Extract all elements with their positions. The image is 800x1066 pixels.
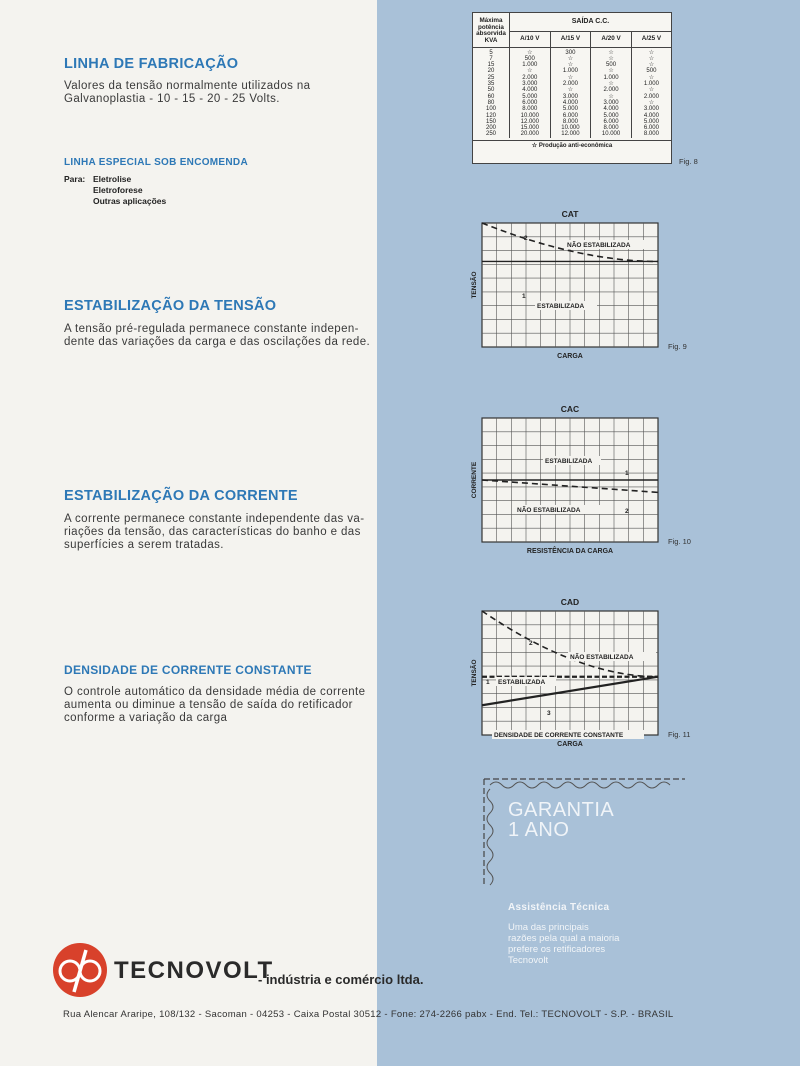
chart-xlabel: RESISTÊNCIA DA CARGA — [526, 548, 614, 555]
table-cell: 10.000 — [550, 125, 591, 131]
table-cell: 4.000 — [591, 106, 632, 112]
chart-fig-label: Fig. 10 — [668, 537, 691, 546]
table-cell: ☆ — [510, 68, 551, 74]
corrente-text-line: superfícies a serem tratadas. — [64, 539, 224, 551]
table-cell: 1.000 — [550, 68, 591, 74]
table-cell: 2.000 — [631, 94, 671, 100]
especial-item: Eletroforese — [93, 185, 143, 195]
assistencia-line: Uma das principais — [508, 922, 589, 933]
table-cell: 2.000 — [510, 75, 551, 81]
table-cell: 8.000 — [631, 131, 671, 137]
tensao-text — [64, 323, 370, 349]
garantia-line: GARANTIA — [508, 799, 615, 821]
corrente-text-line: A corrente permanece constante independente das va- — [64, 513, 365, 525]
table-cell: ☆ — [631, 87, 671, 93]
table-cell: 120 — [485, 112, 496, 119]
table-row — [473, 131, 671, 137]
series-number: 2 — [625, 508, 629, 515]
chart-fig-label: Fig. 9 — [668, 342, 687, 351]
table-head-text: potência — [478, 23, 504, 31]
especial-list — [93, 174, 166, 207]
table-cell: 500 — [591, 62, 632, 68]
table-cell: ☆ — [591, 47, 632, 56]
table-cell: 3.000 — [631, 106, 671, 112]
table-cell: 3.000 — [591, 100, 632, 106]
densidade-text-line: O controle automático da densidade média de corrente — [64, 686, 366, 698]
fabricacao-text — [64, 80, 310, 106]
garantia-text — [508, 800, 614, 840]
table-cell: 1.000 — [631, 81, 671, 87]
table-cell: 300 — [550, 47, 591, 56]
table-cell: 80 — [487, 99, 495, 106]
table-cell: 15.000 — [510, 125, 551, 131]
densidade-text-line: conforme a variação da carga — [64, 712, 228, 724]
table-cell: 8.000 — [591, 125, 632, 131]
table-col-header: A/10 V — [510, 32, 551, 47]
brand-name: TECNOVOLT — [114, 957, 274, 984]
table-cell: ☆ — [591, 94, 632, 100]
table-cell: 20.000 — [510, 131, 551, 137]
table-body — [473, 47, 671, 138]
table-cell: 10.000 — [591, 131, 632, 137]
especial-item: Eletrolise — [93, 174, 132, 184]
fabricacao-text-line: Galvanoplastia - 10 - 15 - 20 - 25 Volts. — [64, 93, 280, 105]
table-cell: 4.000 — [550, 100, 591, 106]
table-cell: 12.000 — [550, 131, 591, 137]
table-row — [473, 47, 671, 56]
table-cell: ☆ — [631, 100, 671, 106]
brand-tagline: - indústria e comércio ltda. — [258, 972, 424, 987]
table-cell: 4.000 — [631, 113, 671, 119]
table-cell: 5.000 — [510, 94, 551, 100]
assistencia-text — [508, 922, 619, 966]
table-head-text: absorvida — [476, 30, 506, 38]
table-cell: ☆ — [631, 75, 671, 81]
table-cell: 6.000 — [591, 119, 632, 125]
table-cell: 3.000 — [510, 81, 551, 87]
table-cell: 1.000 — [510, 62, 551, 68]
chart-xlabel: CARGA — [557, 353, 583, 360]
table-cell: 150 — [485, 118, 496, 125]
footer-address: Rua Alencar Araripe, 108/132 - Sacoman - 04253 - Caixa Postal 30512 - Fone: 274-2266 pabx - End. Tel.: TECNOVOLT - S.P. - BRASIL — [63, 1009, 674, 1020]
table-cell: 15 — [487, 62, 495, 69]
table-cell: 10.000 — [510, 113, 551, 119]
table-col-header: A/25 V — [631, 32, 671, 47]
chart-ylabel: TENSÃO — [471, 271, 478, 299]
series-label: NÃO ESTABILIZADA — [567, 242, 631, 249]
table-cell: 6.000 — [510, 100, 551, 106]
table-cell: 4.000 — [510, 87, 551, 93]
chart-cac — [460, 400, 700, 560]
series-label: DENSIDADE DE CORRENTE CONSTANTE — [494, 732, 624, 739]
table-cell: 12.000 — [510, 119, 551, 125]
table-cell: 200 — [485, 125, 496, 132]
garantia-line: 1 ANO — [508, 819, 570, 841]
chart-cat — [460, 205, 700, 365]
table-cell: 5.000 — [550, 106, 591, 112]
table-cell: 100 — [485, 106, 496, 113]
series-number: 1 — [625, 470, 629, 477]
chart-title: CAC — [560, 404, 580, 414]
densidade-title: DENSIDADE DE CORRENTE CONSTANTE — [64, 663, 312, 677]
table-head-kva — [473, 13, 510, 47]
densidade-text-line: aumenta ou diminue a tensão de saída do retificador — [64, 699, 353, 711]
table-cell: 2.000 — [550, 81, 591, 87]
table-cell: ☆ — [510, 47, 551, 56]
table-cell: ☆ — [591, 56, 632, 62]
tensao-text-line: A tensão pré-regulada permanece constante indepen- — [64, 323, 359, 335]
table-footnote: ☆ Produção anti-econômica — [473, 140, 671, 149]
table-col-header: A/20 V — [591, 32, 632, 47]
table-cell: 8.000 — [510, 106, 551, 112]
table-head-text: Máxima — [479, 17, 503, 25]
chart-title: CAT — [561, 209, 579, 219]
fabricacao-text-line: Valores da tensão normalmente utilizados na — [64, 80, 311, 92]
table-cell: ☆ — [631, 62, 671, 68]
table-cell: 8.000 — [550, 119, 591, 125]
assistencia-line: prefere os retificadores — [508, 944, 606, 955]
output-table — [472, 12, 672, 164]
table-cell: ☆ — [550, 56, 591, 62]
table-cell: 1.000 — [591, 75, 632, 81]
table-cell: ☆ — [550, 62, 591, 68]
chart-title: CAD — [560, 597, 580, 607]
assistencia-line: razões pela qual a maioria — [508, 933, 620, 944]
table-cell: ☆ — [550, 87, 591, 93]
especial-title: LINHA ESPECIAL SOB ENCOMENDA — [64, 157, 248, 168]
table-cell: 7 — [489, 55, 493, 62]
table-cell: 50 — [487, 87, 495, 94]
tecnovolt-logo-icon — [52, 942, 108, 998]
table-cell: 5.000 — [591, 113, 632, 119]
table-cell: ☆ — [591, 68, 632, 74]
corrente-text-line: riações da tensão, das características do banho e das — [64, 526, 361, 538]
series-label: ESTABILIZADA — [537, 303, 585, 310]
table-cell: 500 — [631, 68, 671, 74]
series-number: 1 — [486, 679, 490, 686]
table-cell: 5.000 — [631, 119, 671, 125]
assistencia-title: Assistência Técnica — [508, 902, 610, 913]
table-head-text: KVA — [484, 36, 498, 44]
table-cell: 60 — [487, 93, 495, 100]
table-cell: 35 — [487, 81, 495, 88]
corrente-title: ESTABILIZAÇÃO DA CORRENTE — [64, 488, 298, 504]
especial-para: Para: — [64, 174, 86, 184]
table-cell: 500 — [510, 56, 551, 62]
table-cell: 6.000 — [631, 125, 671, 131]
table-head-group: SAÍDA C.C. — [510, 13, 672, 32]
corrente-text — [64, 513, 364, 552]
table-cell: ☆ — [591, 81, 632, 87]
chart-fig-label: Fig. 11 — [668, 730, 691, 739]
series-label: ESTABILIZADA — [498, 679, 546, 686]
chart-ylabel: CORRENTE — [471, 461, 478, 499]
series-number: 1 — [522, 293, 526, 300]
chart-xlabel: CARGA — [557, 741, 583, 748]
chart-cad — [460, 593, 700, 753]
table-cell: 2.000 — [591, 87, 632, 93]
table-cell: 6.000 — [550, 113, 591, 119]
table-cell: ☆ — [631, 56, 671, 62]
table-cell: 5 — [489, 49, 493, 56]
table-col-header: A/15 V — [550, 32, 591, 47]
table-cell: 250 — [485, 131, 496, 138]
assistencia-line: Tecnovolt — [508, 955, 549, 966]
series-label: NÃO ESTABILIZADA — [517, 507, 581, 514]
series-label: ESTABILIZADA — [545, 458, 593, 465]
table-cell: 25 — [487, 74, 495, 81]
series-number: 3 — [547, 710, 551, 717]
table-cell: 3.000 — [550, 94, 591, 100]
tensao-text-line: dente das variações da carga e das oscilações da rede. — [64, 336, 371, 348]
table-cell: ☆ — [550, 75, 591, 81]
tensao-title: ESTABILIZAÇÃO DA TENSÃO — [64, 298, 277, 314]
fabricacao-title: LINHA DE FABRICAÇÃO — [64, 56, 239, 72]
series-number: 2 — [529, 640, 533, 647]
table-cell: ☆ — [631, 47, 671, 56]
fig8-label: Fig. 8 — [679, 157, 698, 166]
series-number: 2 — [524, 235, 528, 242]
especial-item: Outras aplicações — [93, 196, 167, 206]
chart-ylabel: TENSÃO — [471, 659, 478, 687]
densidade-text — [64, 686, 365, 725]
series-label: NÃO ESTABILIZADA — [570, 654, 634, 661]
table-cell: 20 — [487, 68, 495, 75]
